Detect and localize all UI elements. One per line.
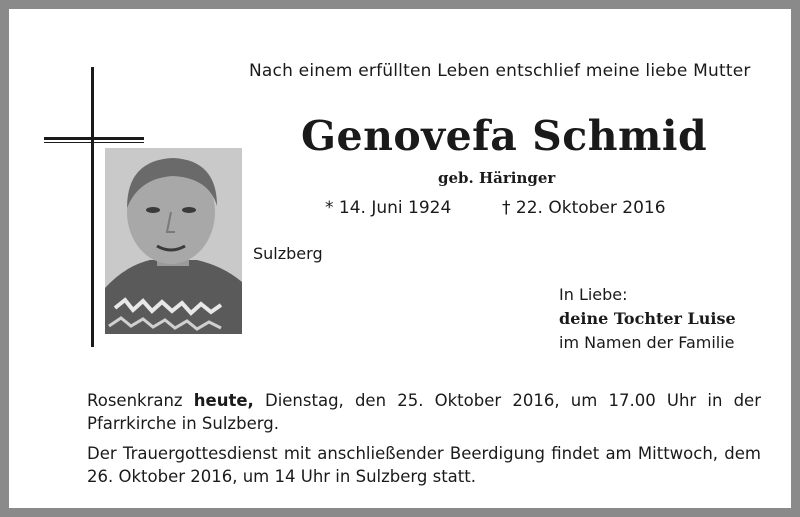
death-date: † 22. Oktober 2016 <box>502 198 666 218</box>
birth-date: * 14. Juni 1924 <box>325 198 452 218</box>
rosary-prefix: Rosenkranz <box>87 391 183 410</box>
maiden-name: geb. Häringer <box>438 169 556 187</box>
rosary-today: heute, <box>193 391 254 410</box>
mourner-name: deine Tochter Luise <box>559 309 736 328</box>
funeral-paragraph: Der Trauergottesdienst mit anschließender Beerdigung findet am Mittwoch, dem 26. Oktober 2016, um 14 Uhr in Sulzberg statt. <box>87 444 761 486</box>
rosary-paragraph <box>87 389 761 435</box>
residence-place: Sulzberg <box>253 244 323 263</box>
rosary-details: Dienstag, den 25. Oktober 2016, um 17.00 Uhr in der Pfarrkirche in Sulzberg. <box>87 391 761 433</box>
portrait-photo <box>105 148 242 334</box>
deceased-name: Genovefa Schmid <box>301 112 708 160</box>
family-note: im Namen der Familie <box>559 333 735 352</box>
intro-text: Nach einem erfüllten Leben entschlief meine liebe Mutter <box>249 61 751 81</box>
obituary-card <box>9 9 791 508</box>
in-love-label: In Liebe: <box>559 285 628 304</box>
